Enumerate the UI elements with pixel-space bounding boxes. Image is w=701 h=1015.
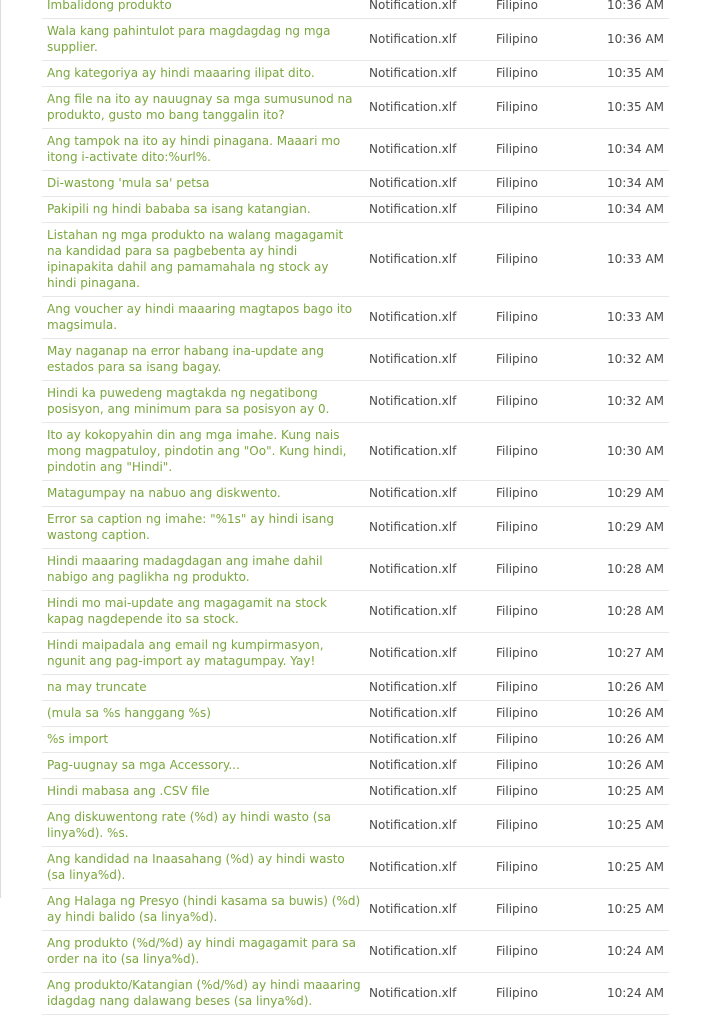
language: Filipino [496,784,538,798]
language: Filipino [496,860,538,874]
language: Filipino [496,32,538,46]
file-name: Notification.xlf [369,176,457,190]
table-row [42,805,669,847]
file-name: Notification.xlf [369,784,457,798]
table-row [42,19,669,61]
translation-text-link[interactable]: %s import [47,732,109,746]
language: Filipino [496,706,538,720]
timestamp: 10:32 AM [607,394,664,408]
table-row [42,889,669,931]
language: Filipino [496,758,538,772]
left-divider [0,0,1,898]
table-row [42,727,669,753]
file-name: Notification.xlf [369,944,457,958]
file-name: Notification.xlf [369,486,457,500]
translation-text-link[interactable]: Hindi maaaring madagdagan ang imahe dahil nabigo ang paglikha ng produkto. [47,554,323,584]
timestamp: 10:36 AM [607,32,664,46]
file-name: Notification.xlf [369,562,457,576]
file-name: Notification.xlf [369,680,457,694]
table-row [42,423,669,481]
timestamp: 10:26 AM [607,758,664,772]
file-name: Notification.xlf [369,646,457,660]
table-row [42,87,669,129]
language: Filipino [496,142,538,156]
file-name: Notification.xlf [369,394,457,408]
timestamp: 10:36 AM [607,0,664,12]
timestamp: 10:34 AM [607,142,664,156]
timestamp: 10:33 AM [607,252,664,266]
table-row [42,931,669,973]
language: Filipino [496,646,538,660]
translation-text-link[interactable]: Ang file na ito ay nauugnay sa mga sumusunod na produkto, gusto mo bang tanggalin ito? [47,92,353,122]
timestamp: 10:24 AM [607,986,664,1000]
language: Filipino [496,444,538,458]
translation-text-link[interactable]: Hindi mabasa ang .CSV file [47,784,210,798]
language: Filipino [496,352,538,366]
translation-text-link[interactable]: na may truncate [47,680,147,694]
timestamp: 10:26 AM [607,680,664,694]
table-row [42,847,669,889]
table-row [42,481,669,507]
timestamp: 10:25 AM [607,818,664,832]
timestamp: 10:25 AM [607,784,664,798]
translation-text-link[interactable]: Imbalidong produkto [47,0,172,12]
timestamp: 10:30 AM [607,444,664,458]
timestamp: 10:29 AM [607,486,664,500]
file-name: Notification.xlf [369,142,457,156]
timestamp: 10:27 AM [607,646,664,660]
language: Filipino [496,818,538,832]
language: Filipino [496,0,538,12]
translation-activity-table [42,0,669,1015]
timestamp: 10:26 AM [607,706,664,720]
language: Filipino [496,176,538,190]
language: Filipino [496,486,538,500]
file-name: Notification.xlf [369,818,457,832]
language: Filipino [496,986,538,1000]
translation-text-link[interactable]: Hindi ka puwedeng magtakda ng negatibong posisyon, ang minimum para sa posisyon ay 0. [47,386,330,416]
timestamp: 10:29 AM [607,520,664,534]
table-row [42,507,669,549]
table-row [42,633,669,675]
file-name: Notification.xlf [369,860,457,874]
file-name: Notification.xlf [369,0,457,12]
language: Filipino [496,732,538,746]
table-body [42,0,669,1015]
table-row [42,549,669,591]
translation-text-link[interactable]: Hindi mo mai-update ang magagamit na stock kapag nagdepende ito sa stock. [47,596,327,626]
table-row [42,297,669,339]
language: Filipino [496,604,538,618]
language: Filipino [496,394,538,408]
file-name: Notification.xlf [369,986,457,1000]
table-row [42,339,669,381]
timestamp: 10:25 AM [607,902,664,916]
file-name: Notification.xlf [369,32,457,46]
timestamp: 10:28 AM [607,562,664,576]
file-name: Notification.xlf [369,352,457,366]
file-name: Notification.xlf [369,310,457,324]
timestamp: 10:35 AM [607,100,664,114]
translation-text-link[interactable]: Ang kategoriya ay hindi maaaring ilipat dito. [47,66,315,80]
timestamp: 10:33 AM [607,310,664,324]
table-row [42,171,669,197]
translation-text-link[interactable]: Ito ay kokopyahin din ang mga imahe. Kung nais mong magpatuloy, pindotin ang "Oo". Kung hindi, pindotin ang "Hindi". [47,428,347,474]
translation-text-link[interactable]: Ang Halaga ng Presyo (hindi kasama sa buwis) (%d) ay hindi balido (sa linya%d). [47,894,361,924]
translation-text-link[interactable]: Pag-uugnay sa mga Accessory... [47,758,240,772]
translation-text-link[interactable]: Ang produkto/Katangian (%d/%d) ay hindi maaaring idagdag nang dalawang beses (sa linya%d). [47,978,361,1008]
file-name: Notification.xlf [369,604,457,618]
translation-text-link[interactable]: Error sa caption ng imahe: "%1s" ay hindi isang wastong caption. [47,512,334,542]
language: Filipino [496,202,538,216]
table-row [42,753,669,779]
language: Filipino [496,520,538,534]
translation-text-link[interactable]: May naganap na error habang ina-update ang estados para sa isang bagay. [47,344,324,374]
file-name: Notification.xlf [369,66,457,80]
timestamp: 10:35 AM [607,66,664,80]
file-name: Notification.xlf [369,100,457,114]
timestamp: 10:25 AM [607,860,664,874]
table-row [42,973,669,1015]
file-name: Notification.xlf [369,758,457,772]
language: Filipino [496,252,538,266]
translation-text-link[interactable]: Hindi maipadala ang email ng kumpirmasyon, ngunit ang pag-import ay matagumpay. Yay! [47,638,324,668]
language: Filipino [496,944,538,958]
translation-text-link[interactable]: Ang tampok na ito ay hindi pinagana. Maaari mo itong i-activate dito:%url%. [47,134,341,164]
file-name: Notification.xlf [369,252,457,266]
table-row [42,223,669,297]
translation-text-link[interactable]: Pakipili ng hindi bababa sa isang katangian. [47,202,311,216]
timestamp: 10:28 AM [607,604,664,618]
translation-text-link[interactable]: Ang produkto (%d/%d) ay hindi magagamit para sa order na ito (sa linya%d). [47,936,356,966]
timestamp: 10:32 AM [607,352,664,366]
table-row [42,779,669,805]
translation-text-link[interactable]: Ang kandidad na Inaasahang (%d) ay hindi wasto (sa linya%d). [47,852,345,882]
language: Filipino [496,902,538,916]
file-name: Notification.xlf [369,202,457,216]
language: Filipino [496,100,538,114]
translation-text-link[interactable]: Di-wastong 'mula sa' petsa [47,176,210,190]
file-name: Notification.xlf [369,444,457,458]
file-name: Notification.xlf [369,520,457,534]
table-row [42,197,669,223]
translation-text-link[interactable]: Ang diskuwentong rate (%d) ay hindi wasto (sa linya%d). %s. [47,810,332,840]
file-name: Notification.xlf [369,902,457,916]
table-row [42,61,669,87]
language: Filipino [496,66,538,80]
language: Filipino [496,562,538,576]
table-row [42,129,669,171]
file-name: Notification.xlf [369,706,457,720]
timestamp: 10:24 AM [607,944,664,958]
table-row [42,675,669,701]
timestamp: 10:34 AM [607,176,664,190]
timestamp: 10:26 AM [607,732,664,746]
translation-text-link[interactable]: Wala kang pahintulot para magdagdag ng mga supplier. [47,24,331,54]
timestamp: 10:34 AM [607,202,664,216]
translation-text-link[interactable]: Ang voucher ay hindi maaaring magtapos bago ito magsimula. [47,302,353,332]
table-row [42,381,669,423]
translation-text-link[interactable]: (mula sa %s hanggang %s) [47,706,211,720]
language: Filipino [496,310,538,324]
translation-text-link[interactable]: Listahan ng mga produkto na walang magagamit na kandidad para sa pagbebenta ay hindi ipinapakita dahil ang pamamahala ng stock ay hindi pinagana. [47,228,344,290]
file-name: Notification.xlf [369,732,457,746]
table-row [42,701,669,727]
language: Filipino [496,680,538,694]
translation-text-link[interactable]: Matagumpay na nabuo ang diskwento. [47,486,281,500]
table-row [42,0,669,19]
table-row [42,591,669,633]
